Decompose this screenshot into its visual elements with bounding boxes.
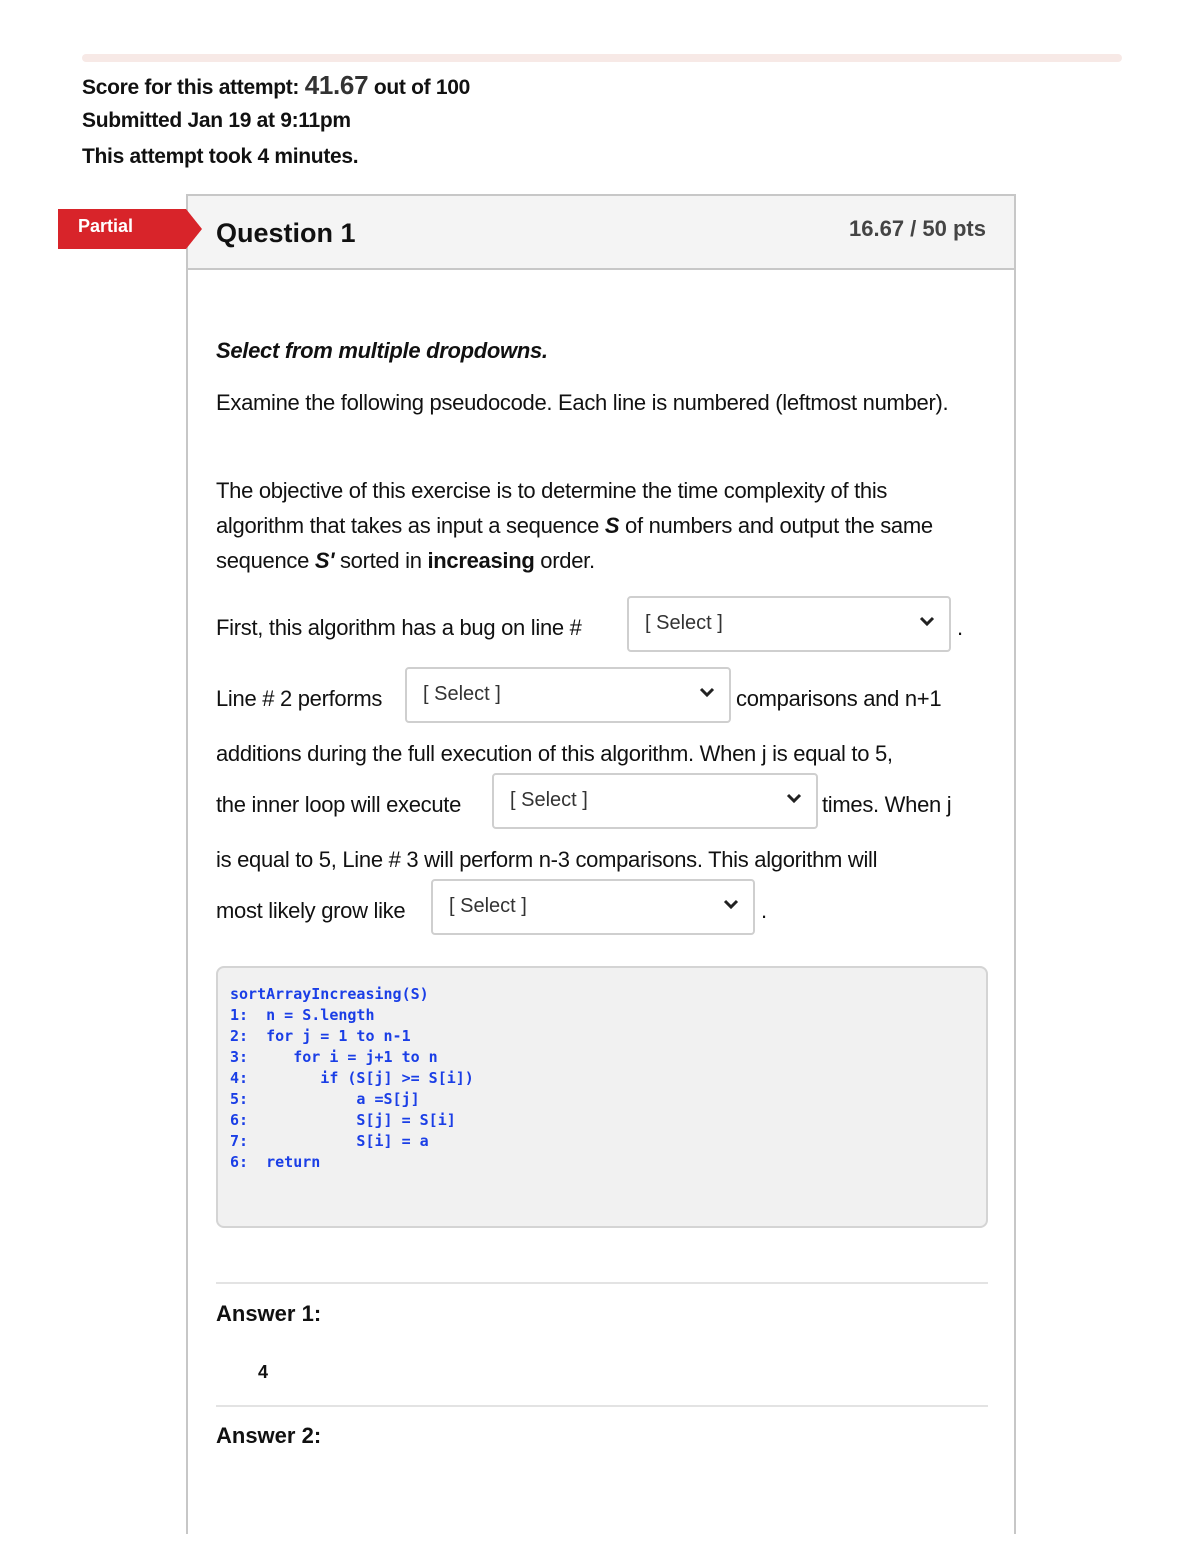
pseudocode-text: sortArrayIncreasing(S) 1: n = S.length 2: for j = 1 to n-1 3: for i = j+1 to n 4: if (S[j] >= S[i]) 5: a =S[j] 6: S[j] = S[i] 7: S[i] = a 6: return xyxy=(230,985,474,1171)
answer-divider xyxy=(216,1282,988,1284)
chevron-down-icon xyxy=(723,899,739,911)
chevron-down-icon xyxy=(699,687,715,699)
answer-divider xyxy=(216,1405,988,1407)
score-value: 41.67 xyxy=(304,70,369,100)
dropdown-1[interactable] xyxy=(627,596,951,652)
question-text-line: additions during the full execution of this algorithm. When j is equal to 5, xyxy=(216,741,893,766)
blank-4-prompt: most likely grow like xyxy=(216,898,406,923)
score-label: Score for this attempt: xyxy=(82,76,300,99)
dropdown-4[interactable] xyxy=(431,879,755,935)
blank-3-prompt: the inner loop will execute xyxy=(216,792,462,817)
blank-2-prompt: Line # 2 performs xyxy=(216,686,383,711)
question-paragraph-1: Examine the following pseudocode. Each line is numbered (leftmost number). xyxy=(216,390,949,415)
sequence-s-prime: S' xyxy=(314,548,335,573)
paragraph-2-text: The objective of this exercise is to determine the time complexity of this algorithm that takes as input a sequence xyxy=(216,478,888,538)
dropdown-placeholder: [ Select ] xyxy=(645,612,723,634)
top-divider xyxy=(82,54,1122,62)
blank-2-suffix: comparisons and n+1 xyxy=(736,686,942,711)
increasing-emphasis: increasing xyxy=(427,548,535,573)
answer-2-label: Answer 2: xyxy=(216,1423,322,1448)
score-line xyxy=(82,70,470,106)
partial-badge xyxy=(58,209,202,249)
dropdown-placeholder: [ Select ] xyxy=(510,789,588,811)
attempt-duration: This attempt took 4 minutes. xyxy=(82,145,359,168)
chevron-down-icon xyxy=(786,793,802,805)
pseudocode-block xyxy=(216,966,988,1228)
answer-1-label: Answer 1: xyxy=(216,1301,322,1326)
paragraph-2-text: of numbers and output the same sequence xyxy=(216,513,933,573)
answer-1-value: 4 xyxy=(258,1362,269,1382)
blank-3-suffix: times. When j xyxy=(822,792,952,817)
question-points: 16.67 / 50 pts xyxy=(849,216,986,241)
badge-label: Partial xyxy=(78,216,134,236)
sequence-s: S xyxy=(604,513,620,538)
question-text-line: is equal to 5, Line # 3 will perform n-3 comparisons. This algorithm will xyxy=(216,847,878,872)
dropdown-placeholder: [ Select ] xyxy=(423,683,501,705)
dropdown-2[interactable] xyxy=(405,667,731,723)
period: . xyxy=(957,615,963,640)
attempt-summary xyxy=(82,70,470,178)
dropdown-placeholder: [ Select ] xyxy=(449,895,527,917)
dropdown-3[interactable] xyxy=(492,773,818,829)
period: . xyxy=(761,898,767,923)
chevron-down-icon xyxy=(919,616,935,628)
question-header xyxy=(188,196,1014,270)
paragraph-2-text: sorted in xyxy=(334,548,428,573)
blank-1-prompt: First, this algorithm has a bug on line # xyxy=(216,615,582,640)
paragraph-2-text: order. xyxy=(534,548,595,573)
score-total: out of 100 xyxy=(373,76,470,99)
submitted-time: Submitted Jan 19 at 9:11pm xyxy=(82,109,351,132)
question-paragraph-2 xyxy=(216,473,976,578)
question-instruction: Select from multiple dropdowns. xyxy=(216,338,548,363)
question-title: Question 1 xyxy=(216,218,356,248)
